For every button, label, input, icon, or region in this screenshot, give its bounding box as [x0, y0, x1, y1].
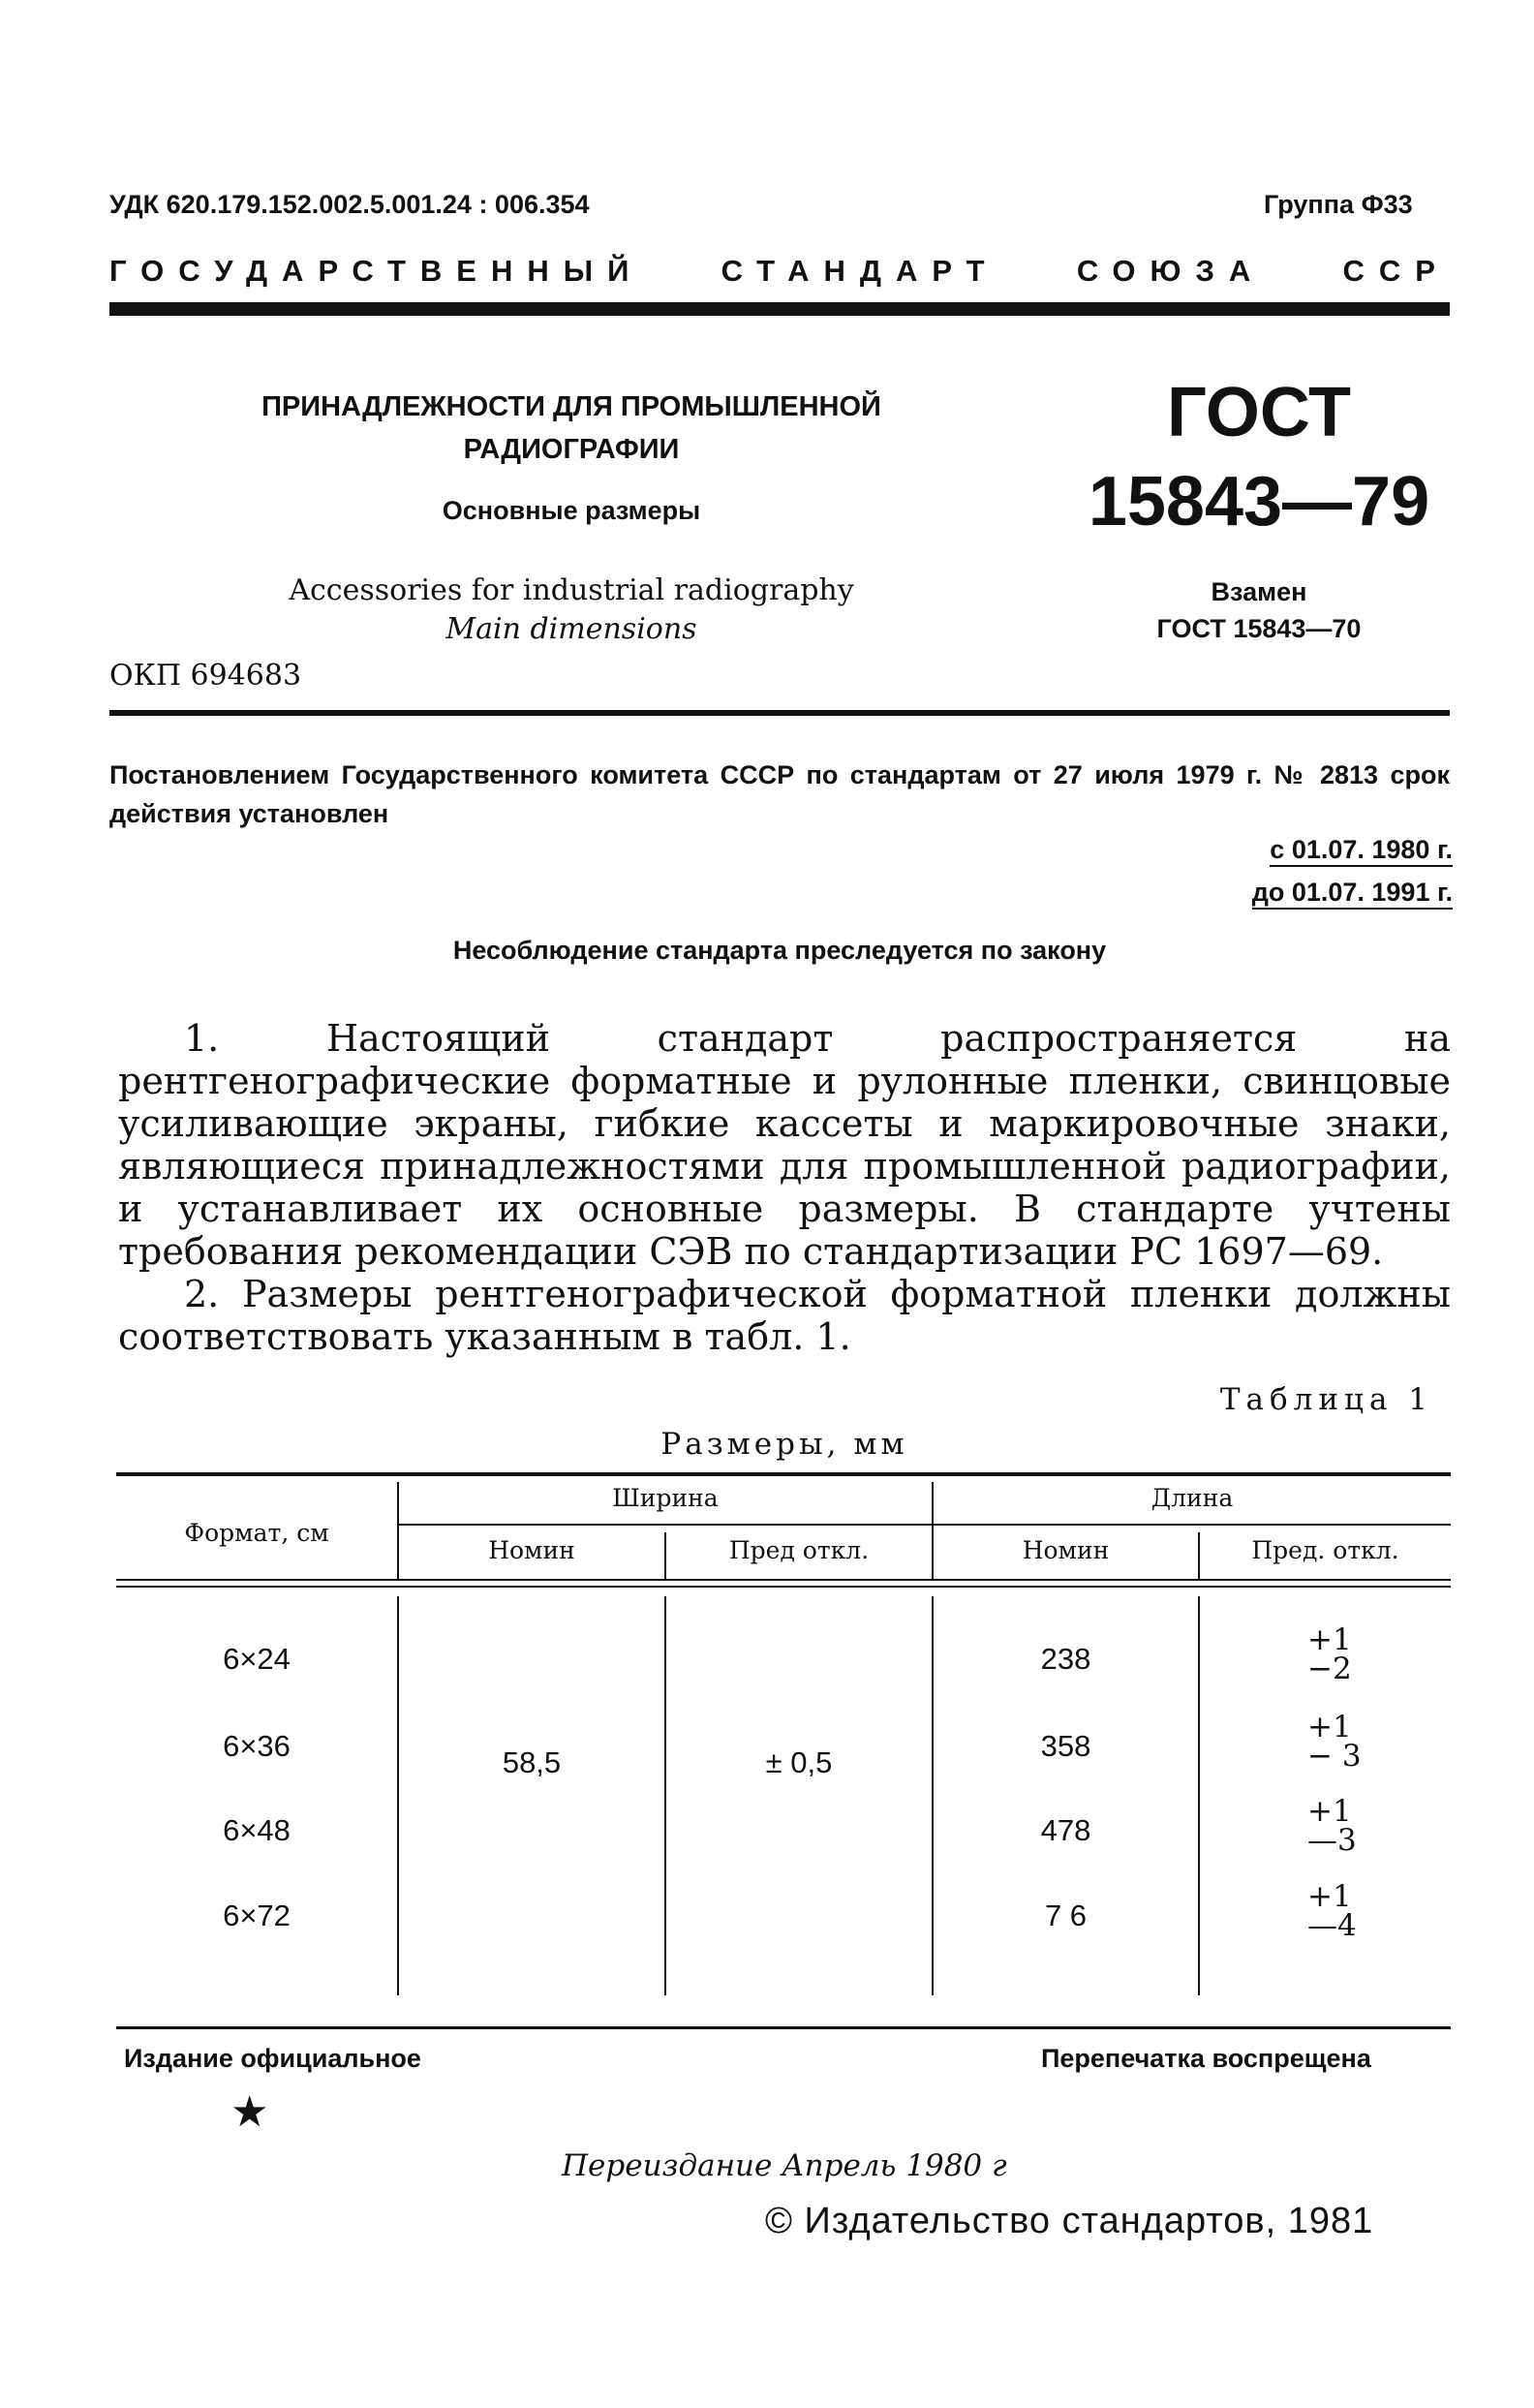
body-text	[118, 1017, 1451, 1358]
document-title	[174, 386, 968, 471]
replaces-code: ГОСТ 15843—70	[1156, 614, 1362, 643]
decree-text: Постановлением Государственного комитета СССР по стандартам от 27 июля 1979 г. № 2813 срок действия установлен	[109, 760, 1450, 828]
header-width: Ширина	[612, 1484, 719, 1512]
group-code: Группа Ф33	[1264, 190, 1413, 219]
header-thick-rule	[109, 302, 1450, 316]
title-line-1: ПРИНАДЛЕЖНОСТИ ДЛЯ ПРОМЫШЛЕННОЙ	[261, 391, 881, 422]
replaces-label: Взамен	[1211, 577, 1307, 606]
dev-plus: +1	[1307, 1710, 1352, 1744]
dev-minus: − 3	[1307, 1739, 1362, 1774]
cell-length-nom: 7 6	[1044, 1899, 1088, 1932]
cell-length-dev	[1307, 1879, 1357, 1943]
cell-length-dev	[1307, 1622, 1352, 1686]
official-edition: Издание официальное	[124, 2044, 421, 2073]
reprint-prohibited: Перепечатка воспрещена	[1041, 2044, 1371, 2073]
cell-length-nom: 238	[1040, 1642, 1091, 1676]
header-width-dev: Пред откл.	[728, 1536, 870, 1564]
table-body-vline-4	[1198, 1596, 1200, 1995]
udk-code: УДК 620.179.152.002.5.001.24 : 006.354	[109, 190, 590, 219]
valid-from: с 01.07. 1980 г.	[1270, 835, 1453, 867]
state-word-3: СОЮЗА	[1076, 254, 1266, 288]
gost-label: ГОСТ	[1166, 374, 1352, 451]
dev-minus: —3	[1307, 1823, 1357, 1858]
state-word-2: СТАНДАРТ	[721, 254, 999, 288]
header-length-dev: Пред. откл.	[1251, 1536, 1399, 1564]
cell-length-dev	[1307, 1794, 1357, 1858]
header-length-nom: Номин	[1022, 1536, 1110, 1564]
header-format: Формат, см	[184, 1519, 329, 1547]
table-top-rule	[116, 1472, 1451, 1476]
table-header-rule-1	[116, 1579, 1451, 1581]
cell-format: 6×48	[223, 1813, 291, 1847]
english-title	[174, 571, 968, 649]
table-bottom-rule	[116, 2026, 1451, 2029]
okp-code: ОКП 694683	[109, 659, 302, 693]
dev-plus: +1	[1307, 1622, 1352, 1657]
reissue-note: Переиздание Апрель 1980 г	[562, 2148, 1007, 2183]
dev-plus: +1	[1307, 1879, 1352, 1914]
title-line-2: РАДИОГРАФИИ	[463, 434, 680, 465]
noncompliance-notice: Несоблюдение стандарта преследуется по закону	[452, 936, 1107, 965]
header-width-nom: Номин	[488, 1536, 575, 1564]
table-label: Таблица 1	[1219, 1382, 1433, 1417]
dev-minus: —4	[1307, 1908, 1357, 1943]
table-header-rule-2	[116, 1586, 1451, 1588]
cell-width-dev: ± 0,5	[765, 1745, 833, 1779]
title-rule	[109, 710, 1450, 716]
gost-code: 15843—79	[1088, 463, 1430, 540]
dev-minus: −2	[1307, 1652, 1352, 1686]
state-word-1: ГОСУДАРСТВЕННЫЙ	[109, 254, 644, 288]
cell-format: 6×24	[223, 1642, 291, 1676]
cell-length-dev	[1307, 1710, 1362, 1774]
replaces-standard	[1085, 573, 1433, 647]
publisher-copyright: © Издательство стандартов, 1981	[765, 2201, 1374, 2241]
cell-format: 6×36	[223, 1729, 291, 1763]
english-title-line-1: Accessories for industrial radiography	[289, 573, 854, 607]
state-word-4: ССР	[1342, 254, 1450, 288]
table-subheader-rule	[399, 1524, 1451, 1526]
header-length: Длина	[1150, 1484, 1234, 1512]
paragraph-2: 2. Размеры рентгенографической форматной пленки должны соответствовать указанным в табл. 1.	[118, 1273, 1451, 1358]
cell-length-nom: 478	[1040, 1813, 1091, 1847]
cell-width-nom: 58,5	[502, 1745, 562, 1779]
cell-format: 6×72	[223, 1899, 291, 1932]
table-units: Размеры, мм	[660, 1427, 908, 1462]
star-icon: ★	[230, 2087, 269, 2137]
document-subtitle: Основные размеры	[442, 496, 701, 525]
valid-to: до 01.07. 1991 г.	[1252, 878, 1453, 910]
table-body-vline-2	[664, 1596, 666, 1995]
paragraph-1: 1. Настоящий стандарт распространяется на рентгенографические форматные и рулонные пленки, свинцовые усиливающие экраны, гибкие кассеты и маркировочные знаки, являющиеся принадлежностями для промышленной радиографии, и устанавливает их основные размеры. В стандарте учтены требования рекомендации СЭВ по стандартизации РС 1697—69.	[118, 1017, 1451, 1273]
validity-dates	[1162, 828, 1453, 913]
state-standard-banner	[109, 254, 1450, 289]
english-title-line-2: Main dimensions	[445, 612, 697, 646]
dev-plus: +1	[1307, 1794, 1352, 1829]
cell-length-nom: 358	[1040, 1729, 1091, 1763]
gost-number	[1085, 368, 1433, 546]
table-body-vline-1	[397, 1596, 399, 1995]
